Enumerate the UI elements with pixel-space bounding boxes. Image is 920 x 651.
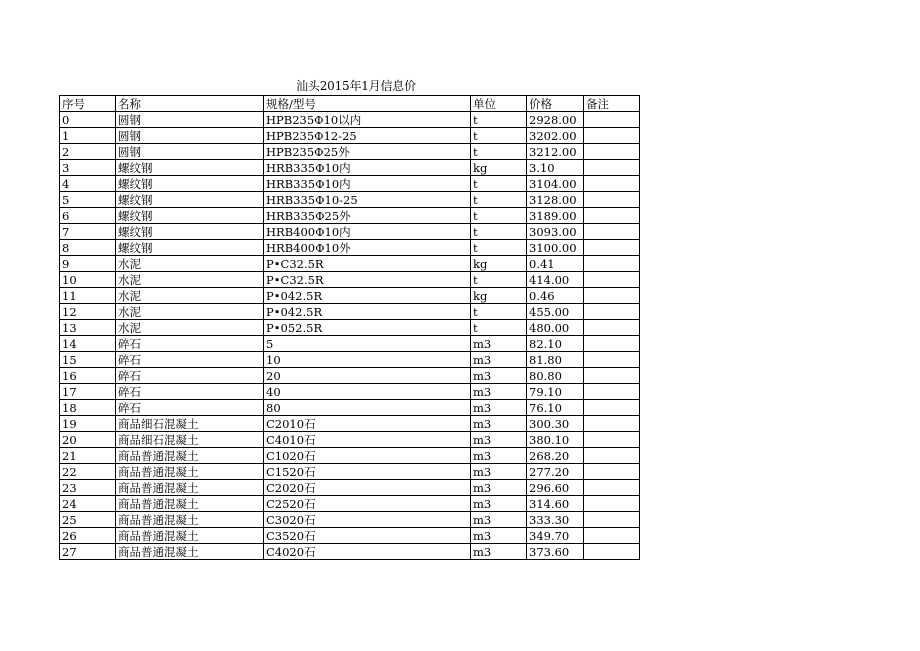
cell-no[interactable]: 8 (60, 240, 116, 256)
cell-name[interactable]: 水泥 (116, 256, 264, 272)
cell-no[interactable]: 16 (60, 368, 116, 384)
cell-name[interactable]: 商品普通混凝土 (116, 448, 264, 464)
cell-spec[interactable]: HRB335Φ10内 (264, 176, 471, 192)
table-row (60, 288, 640, 304)
cell-unit[interactable]: m3 (471, 416, 527, 432)
cell-price[interactable]: 414.00 (527, 272, 584, 288)
cell-spec[interactable]: HRB335Φ10-25 (264, 192, 471, 208)
cell-no[interactable]: 7 (60, 224, 116, 240)
cell-unit[interactable]: t (471, 272, 527, 288)
table-row (60, 464, 640, 480)
cell-spec[interactable]: C2020石 (264, 480, 471, 496)
cell-spec[interactable]: 5 (264, 336, 471, 352)
cell-unit[interactable]: kg (471, 288, 527, 304)
cell-note[interactable] (584, 448, 640, 464)
cell-name[interactable]: 圆钢 (116, 112, 264, 128)
cell-no[interactable]: 3 (60, 160, 116, 176)
table-row (60, 208, 640, 224)
header-name[interactable]: 名称 (116, 96, 264, 112)
cell-unit[interactable]: t (471, 192, 527, 208)
price-table (59, 95, 640, 560)
cell-price[interactable]: 268.20 (527, 448, 584, 464)
cell-note[interactable] (584, 176, 640, 192)
cell-unit[interactable]: m3 (471, 352, 527, 368)
cell-name[interactable]: 螺纹钢 (116, 160, 264, 176)
cell-note[interactable] (584, 352, 640, 368)
cell-name[interactable]: 水泥 (116, 320, 264, 336)
table-row (60, 400, 640, 416)
cell-price[interactable]: 3212.00 (527, 144, 584, 160)
cell-no[interactable]: 24 (60, 496, 116, 512)
cell-price[interactable]: 3100.00 (527, 240, 584, 256)
cell-spec[interactable]: HPB235Φ12-25 (264, 128, 471, 144)
cell-note[interactable] (584, 384, 640, 400)
cell-unit[interactable]: m3 (471, 496, 527, 512)
cell-unit[interactable]: t (471, 240, 527, 256)
cell-price[interactable]: 373.60 (527, 544, 584, 560)
cell-price[interactable]: 3128.00 (527, 192, 584, 208)
cell-unit[interactable]: m3 (471, 480, 527, 496)
table-row (60, 256, 640, 272)
cell-spec[interactable]: HPB235Φ25外 (264, 144, 471, 160)
cell-price[interactable]: 81.80 (527, 352, 584, 368)
cell-unit[interactable]: t (471, 208, 527, 224)
cell-unit[interactable]: kg (471, 256, 527, 272)
cell-spec[interactable]: C4010石 (264, 432, 471, 448)
cell-note[interactable] (584, 432, 640, 448)
cell-unit[interactable]: kg (471, 160, 527, 176)
table-row (60, 144, 640, 160)
cell-note[interactable] (584, 496, 640, 512)
cell-note[interactable] (584, 160, 640, 176)
cell-name[interactable]: 碎石 (116, 368, 264, 384)
table-row (60, 544, 640, 560)
cell-unit[interactable]: t (471, 176, 527, 192)
cell-spec[interactable]: P•042.5R (264, 304, 471, 320)
cell-price[interactable]: 3189.00 (527, 208, 584, 224)
cell-spec[interactable]: 20 (264, 368, 471, 384)
cell-no[interactable]: 22 (60, 464, 116, 480)
cell-note[interactable] (584, 288, 640, 304)
table-body (60, 112, 640, 560)
cell-no[interactable]: 6 (60, 208, 116, 224)
table-row (60, 512, 640, 528)
cell-name[interactable]: 水泥 (116, 288, 264, 304)
cell-no[interactable]: 13 (60, 320, 116, 336)
cell-note[interactable] (584, 192, 640, 208)
cell-note[interactable] (584, 224, 640, 240)
cell-name[interactable]: 螺纹钢 (116, 176, 264, 192)
table-row (60, 416, 640, 432)
cell-name[interactable]: 商品普通混凝土 (116, 512, 264, 528)
cell-spec[interactable]: C3020石 (264, 512, 471, 528)
table-row (60, 192, 640, 208)
cell-no[interactable]: 15 (60, 352, 116, 368)
cell-unit[interactable]: t (471, 320, 527, 336)
cell-spec[interactable]: HRB400Φ10内 (264, 224, 471, 240)
cell-spec[interactable]: P•042.5R (264, 288, 471, 304)
cell-spec[interactable]: C1520石 (264, 464, 471, 480)
table-row (60, 528, 640, 544)
cell-unit[interactable]: m3 (471, 544, 527, 560)
cell-spec[interactable]: HRB400Φ10外 (264, 240, 471, 256)
cell-no[interactable]: 11 (60, 288, 116, 304)
cell-unit[interactable]: m3 (471, 400, 527, 416)
cell-price[interactable]: 314.60 (527, 496, 584, 512)
table-row (60, 304, 640, 320)
cell-note[interactable] (584, 528, 640, 544)
table-row (60, 272, 640, 288)
cell-note[interactable] (584, 320, 640, 336)
cell-note[interactable] (584, 240, 640, 256)
cell-unit[interactable]: t (471, 224, 527, 240)
cell-no[interactable]: 9 (60, 256, 116, 272)
cell-price[interactable]: 349.70 (527, 528, 584, 544)
cell-name[interactable]: 商品普通混凝土 (116, 480, 264, 496)
cell-note[interactable] (584, 512, 640, 528)
table-row (60, 176, 640, 192)
cell-note[interactable] (584, 416, 640, 432)
cell-no[interactable]: 20 (60, 432, 116, 448)
header-spec[interactable]: 规格/型号 (264, 96, 471, 112)
cell-spec[interactable]: P•C32.5R (264, 272, 471, 288)
cell-spec[interactable]: HPB235Φ10以内 (264, 112, 471, 128)
cell-note[interactable] (584, 336, 640, 352)
cell-price[interactable]: 80.80 (527, 368, 584, 384)
table-row (60, 352, 640, 368)
sheet-title: 汕头2015年1月信息价 (296, 79, 416, 93)
table-row (60, 384, 640, 400)
cell-note[interactable] (584, 112, 640, 128)
table-row (60, 432, 640, 448)
cell-spec[interactable]: C1020石 (264, 448, 471, 464)
cell-no[interactable]: 23 (60, 480, 116, 496)
cell-name[interactable]: 碎石 (116, 384, 264, 400)
cell-spec[interactable]: 10 (264, 352, 471, 368)
header-note[interactable]: 备注 (584, 96, 640, 112)
cell-name[interactable]: 碎石 (116, 400, 264, 416)
cell-name[interactable]: 碎石 (116, 336, 264, 352)
cell-name[interactable]: 螺纹钢 (116, 224, 264, 240)
cell-name[interactable]: 商品普通混凝土 (116, 464, 264, 480)
cell-no[interactable]: 25 (60, 512, 116, 528)
cell-unit[interactable]: t (471, 144, 527, 160)
table-row (60, 240, 640, 256)
cell-unit[interactable]: m3 (471, 368, 527, 384)
cell-price[interactable]: 3093.00 (527, 224, 584, 240)
cell-name[interactable]: 水泥 (116, 304, 264, 320)
cell-name[interactable]: 圆钢 (116, 144, 264, 160)
cell-no[interactable]: 18 (60, 400, 116, 416)
cell-spec[interactable]: C2520石 (264, 496, 471, 512)
cell-spec[interactable]: HRB335Φ25外 (264, 208, 471, 224)
header-row (60, 96, 640, 112)
cell-price[interactable]: 3104.00 (527, 176, 584, 192)
cell-note[interactable] (584, 400, 640, 416)
cell-unit[interactable]: t (471, 128, 527, 144)
cell-no[interactable]: 19 (60, 416, 116, 432)
cell-unit[interactable]: m3 (471, 464, 527, 480)
table-row (60, 224, 640, 240)
table-row (60, 480, 640, 496)
header-no[interactable]: 序号 (60, 96, 116, 112)
cell-unit[interactable]: m3 (471, 528, 527, 544)
cell-name[interactable]: 商品普通混凝土 (116, 496, 264, 512)
cell-name[interactable]: 碎石 (116, 352, 264, 368)
cell-no[interactable]: 1 (60, 128, 116, 144)
cell-note[interactable] (584, 544, 640, 560)
cell-name[interactable]: 水泥 (116, 272, 264, 288)
cell-note[interactable] (584, 128, 640, 144)
cell-price[interactable]: 3.10 (527, 160, 584, 176)
cell-note[interactable] (584, 480, 640, 496)
table-row (60, 336, 640, 352)
cell-note[interactable] (584, 256, 640, 272)
table-row (60, 320, 640, 336)
cell-note[interactable] (584, 464, 640, 480)
cell-name[interactable]: 螺纹钢 (116, 192, 264, 208)
cell-unit[interactable]: t (471, 304, 527, 320)
cell-spec[interactable]: 80 (264, 400, 471, 416)
cell-name[interactable]: 圆钢 (116, 128, 264, 144)
cell-no[interactable]: 2 (60, 144, 116, 160)
cell-unit[interactable]: t (471, 112, 527, 128)
cell-unit[interactable]: m3 (471, 512, 527, 528)
cell-unit[interactable]: m3 (471, 384, 527, 400)
table-row (60, 368, 640, 384)
cell-spec[interactable]: C2010石 (264, 416, 471, 432)
cell-unit[interactable]: m3 (471, 432, 527, 448)
cell-no[interactable]: 5 (60, 192, 116, 208)
cell-price[interactable]: 296.60 (527, 480, 584, 496)
cell-no[interactable]: 10 (60, 272, 116, 288)
cell-no[interactable]: 12 (60, 304, 116, 320)
cell-unit[interactable]: m3 (471, 448, 527, 464)
cell-no[interactable]: 4 (60, 176, 116, 192)
header-price[interactable]: 价格 (527, 96, 584, 112)
cell-name[interactable]: 商品普通混凝土 (116, 528, 264, 544)
cell-note[interactable] (584, 208, 640, 224)
cell-spec[interactable]: P•C32.5R (264, 256, 471, 272)
cell-price[interactable]: 300.30 (527, 416, 584, 432)
cell-note[interactable] (584, 272, 640, 288)
cell-price[interactable]: 277.20 (527, 464, 584, 480)
cell-no[interactable]: 27 (60, 544, 116, 560)
cell-no[interactable]: 14 (60, 336, 116, 352)
cell-note[interactable] (584, 368, 640, 384)
cell-price[interactable]: 82.10 (527, 336, 584, 352)
cell-price[interactable]: 333.30 (527, 512, 584, 528)
cell-price[interactable]: 380.10 (527, 432, 584, 448)
cell-spec[interactable]: C4020石 (264, 544, 471, 560)
cell-price[interactable]: 76.10 (527, 400, 584, 416)
cell-spec[interactable]: HRB335Φ10内 (264, 160, 471, 176)
cell-price[interactable]: 455.00 (527, 304, 584, 320)
cell-price[interactable]: 0.41 (527, 256, 584, 272)
table-row (60, 160, 640, 176)
cell-name[interactable]: 商品普通混凝土 (116, 544, 264, 560)
cell-no[interactable]: 26 (60, 528, 116, 544)
cell-name[interactable]: 螺纹钢 (116, 208, 264, 224)
cell-name[interactable]: 商品细石混凝土 (116, 416, 264, 432)
cell-name[interactable]: 螺纹钢 (116, 240, 264, 256)
cell-spec[interactable]: 40 (264, 384, 471, 400)
cell-price[interactable]: 480.00 (527, 320, 584, 336)
cell-no[interactable]: 0 (60, 112, 116, 128)
table-row (60, 496, 640, 512)
cell-spec[interactable]: C3520石 (264, 528, 471, 544)
cell-note[interactable] (584, 304, 640, 320)
cell-price[interactable]: 0.46 (527, 288, 584, 304)
header-unit[interactable]: 单位 (471, 96, 527, 112)
cell-note[interactable] (584, 144, 640, 160)
cell-spec[interactable]: P•052.5R (264, 320, 471, 336)
table-row (60, 128, 640, 144)
table-row (60, 448, 640, 464)
cell-unit[interactable]: m3 (471, 336, 527, 352)
table-row (60, 112, 640, 128)
cell-price[interactable]: 79.10 (527, 384, 584, 400)
cell-name[interactable]: 商品细石混凝土 (116, 432, 264, 448)
cell-price[interactable]: 2928.00 (527, 112, 584, 128)
cell-no[interactable]: 21 (60, 448, 116, 464)
cell-no[interactable]: 17 (60, 384, 116, 400)
cell-price[interactable]: 3202.00 (527, 128, 584, 144)
